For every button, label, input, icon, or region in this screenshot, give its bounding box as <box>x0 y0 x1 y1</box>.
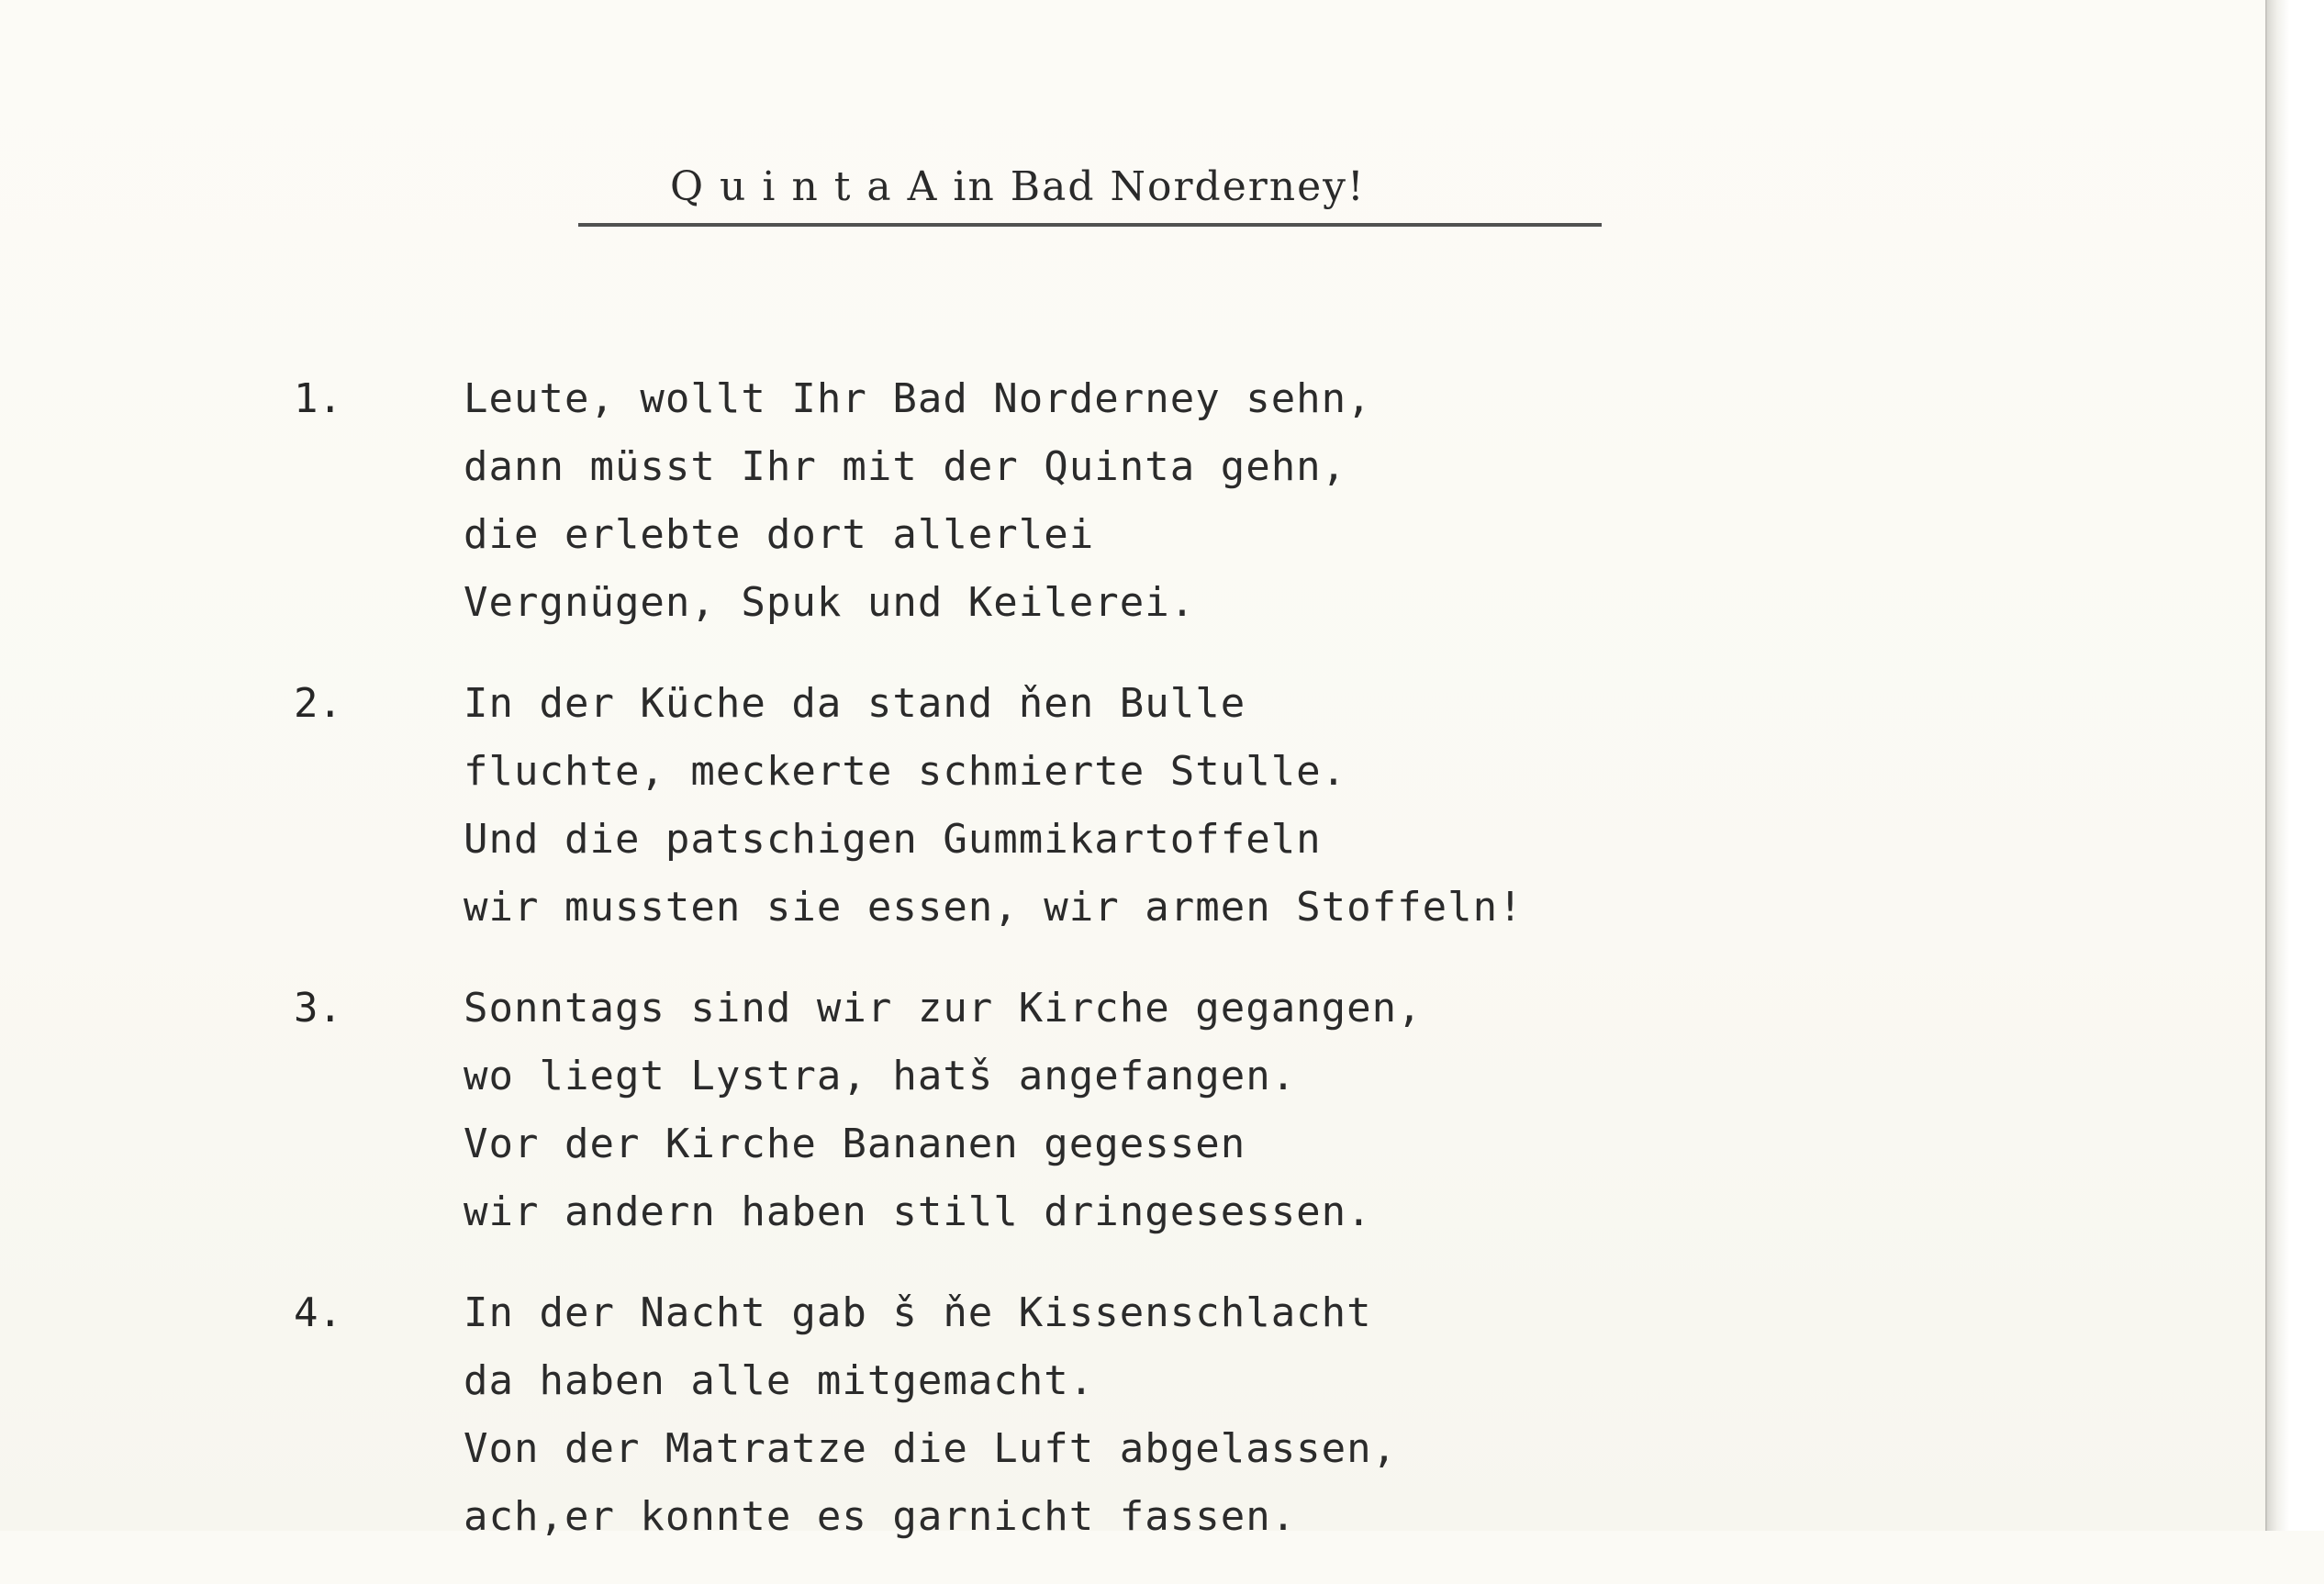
document-title: Q u i n t a A in Bad Norderney! <box>670 163 1366 210</box>
verse-line: wir mussten sie essen, wir armen Stoffeln! <box>464 884 1524 931</box>
verse-line: Sonntags sind wir zur Kirche gegangen, <box>464 985 1423 1032</box>
verse-line: Von der Matratze die Luft abgelassen, <box>464 1425 1398 1472</box>
verse-line: In der Nacht gab š ňe Kissenschlacht <box>464 1289 1372 1336</box>
verse-number: 1. <box>294 375 342 422</box>
verse-line: da haben alle mitgemacht. <box>464 1357 1095 1404</box>
verse-number: 4. <box>294 1289 342 1336</box>
verse-line: wo liegt Lystra, hatš angefangen. <box>464 1053 1297 1099</box>
verse-line: In der Küche da stand ňen Bulle <box>464 680 1246 727</box>
verse-number: 2. <box>294 680 342 727</box>
verse-lines <box>464 670 2038 942</box>
verse-line: fluchte, meckerte schmierte Stulle. <box>464 748 1347 795</box>
verse-lines <box>464 365 2038 637</box>
title-underline <box>578 223 1602 227</box>
verse-lines <box>464 1279 2038 1551</box>
verse-line: ach,er konnte es garnicht fassen. <box>464 1493 1297 1540</box>
verse-4 <box>294 1279 2038 1551</box>
verse-lines <box>464 975 2038 1246</box>
verse-3 <box>294 975 2038 1246</box>
verse-list <box>294 365 2038 1584</box>
verse-line: dann müsst Ihr mit der Quinta gehn, <box>464 443 1347 490</box>
verse-number: 3. <box>294 985 342 1032</box>
scanner-background <box>2267 0 2324 1531</box>
verse-1 <box>294 365 2038 637</box>
verse-line: Und die patschigen Gummikartoffeln <box>464 816 1322 863</box>
verse-line: Vor der Kirche Bananen gegessen <box>464 1121 1246 1167</box>
verse-line: wir andern haben still dringesessen. <box>464 1188 1372 1235</box>
verse-line: die erlebte dort allerlei <box>464 511 1095 558</box>
verse-line: Vergnügen, Spuk und Keilerei. <box>464 579 1196 626</box>
verse-2 <box>294 670 2038 942</box>
verse-line: Leute, wollt Ihr Bad Norderney sehn, <box>464 375 1372 422</box>
